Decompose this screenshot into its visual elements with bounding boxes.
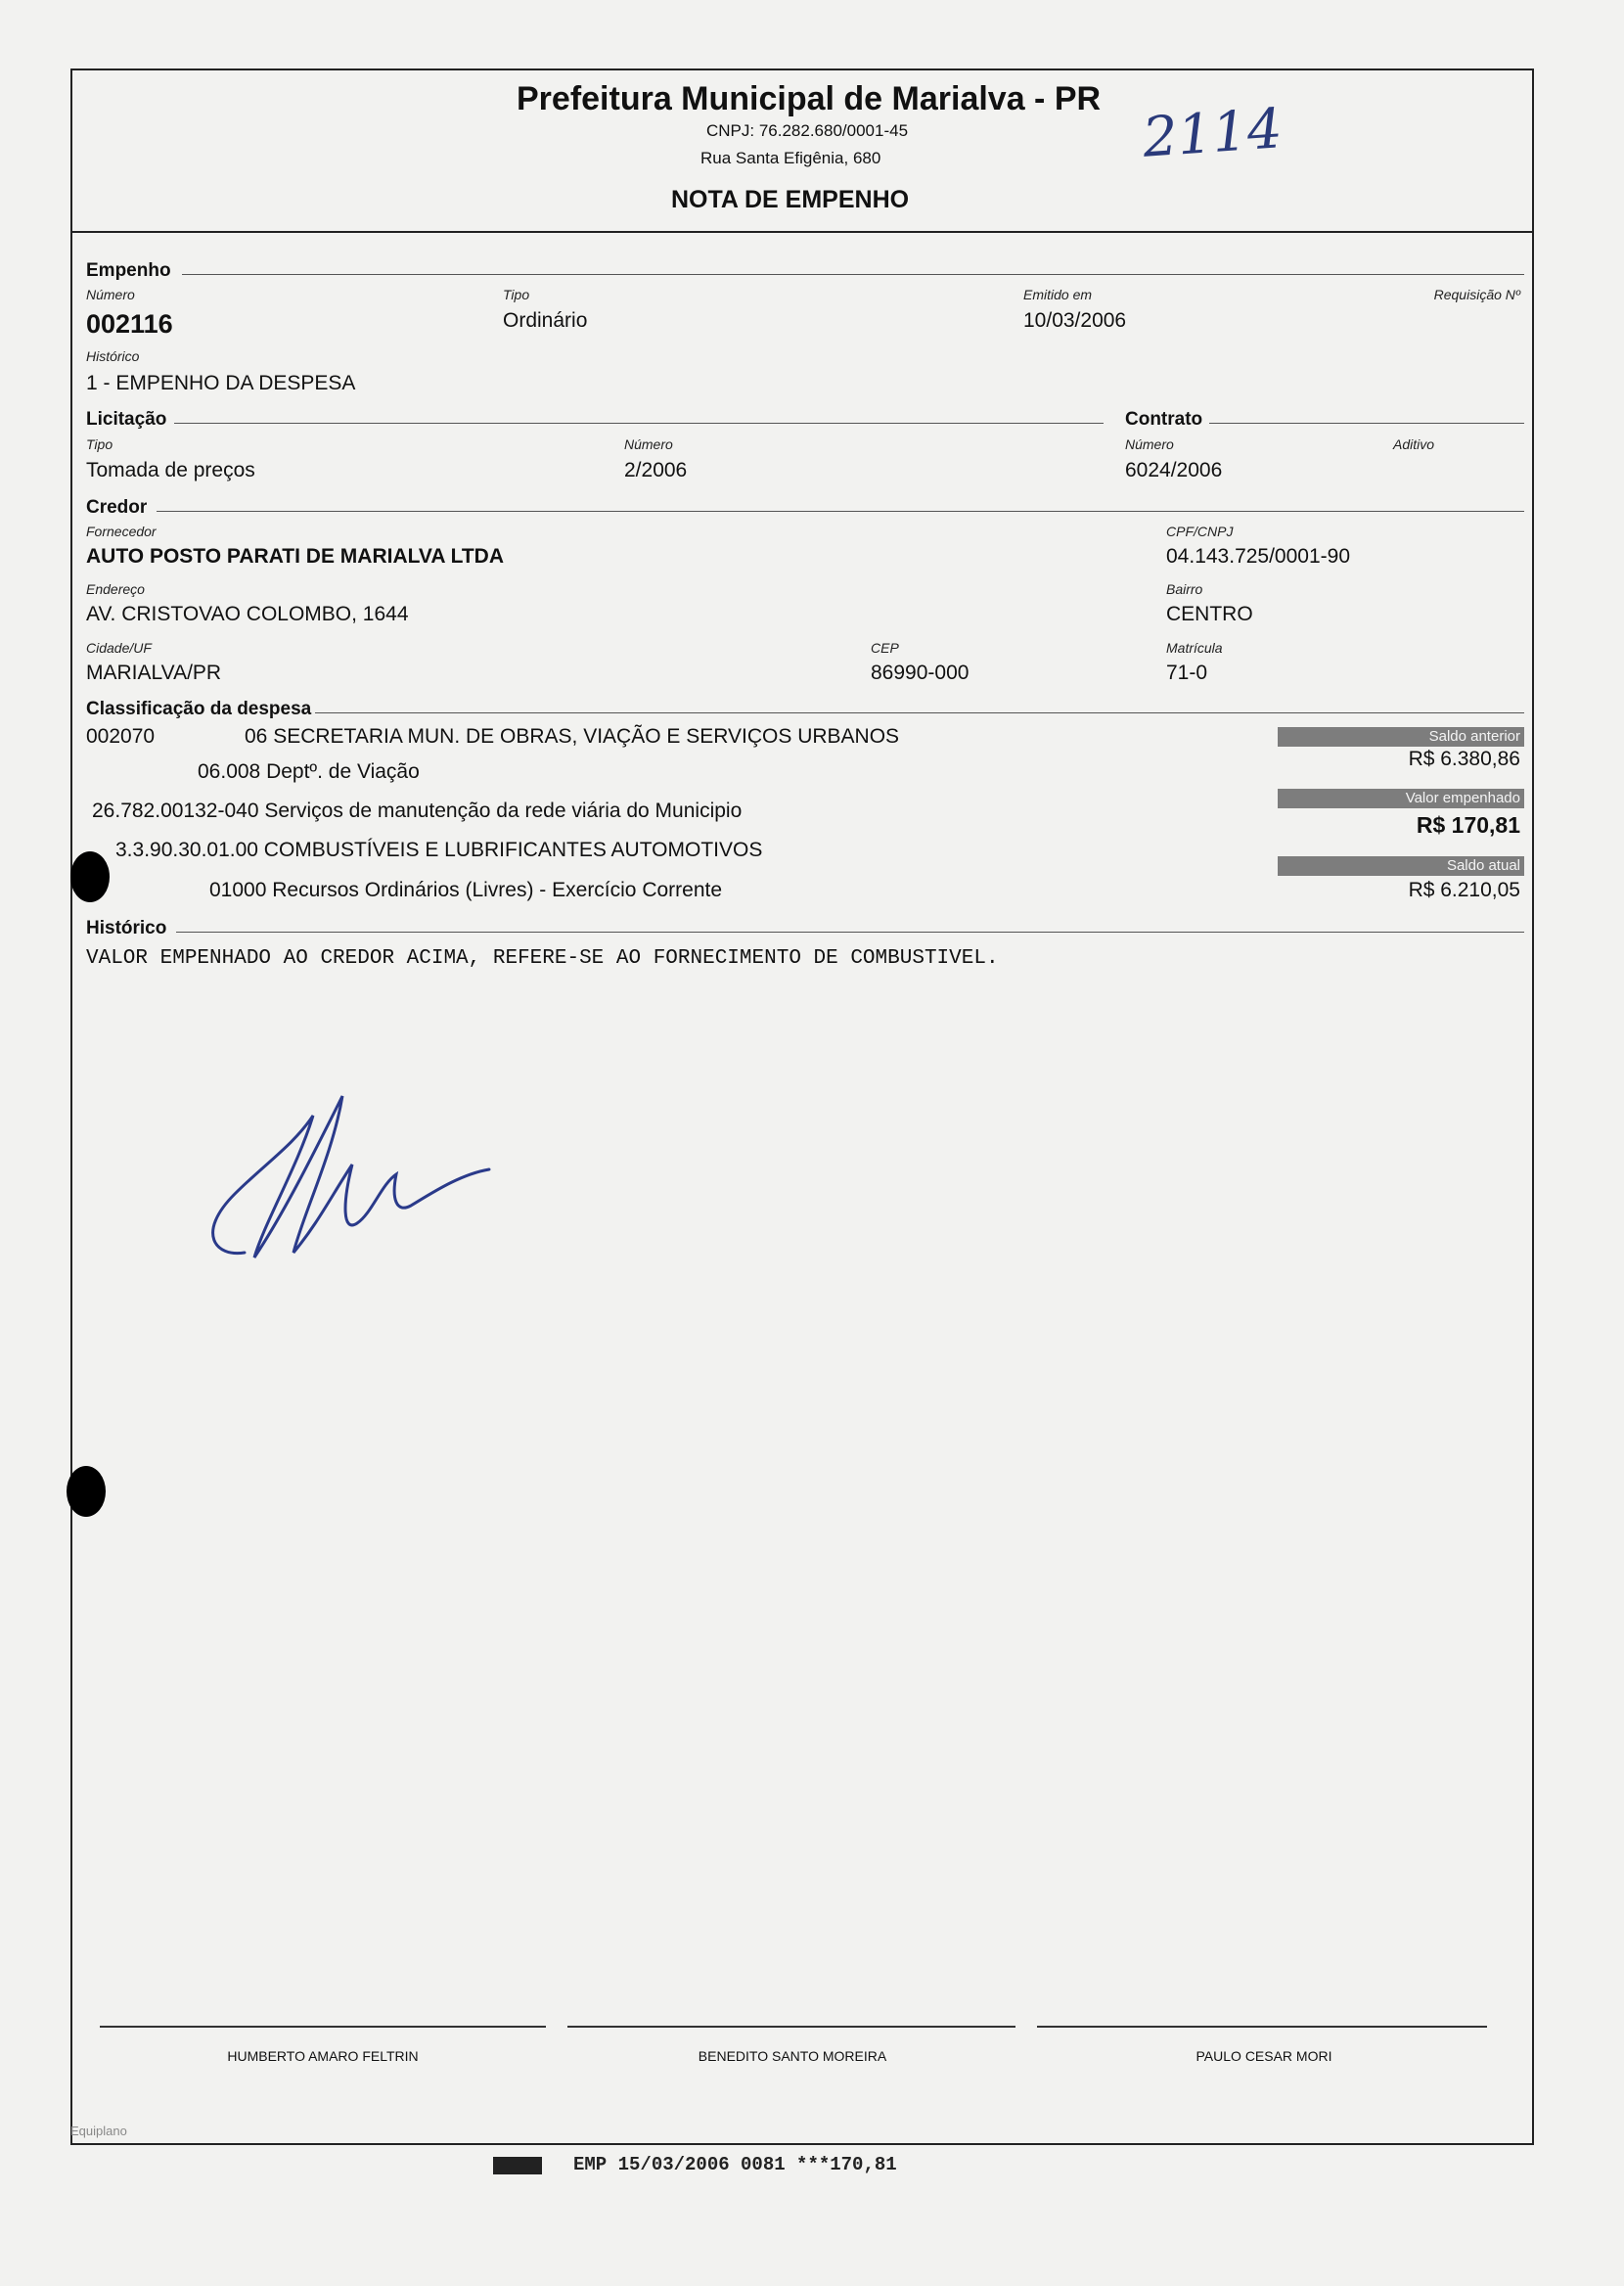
signature-line-1 xyxy=(100,2026,546,2028)
org-address: Rua Santa Efigênia, 680 xyxy=(700,149,881,167)
licitacao-section-title: Licitação xyxy=(86,409,167,430)
cep-value: 86990-000 xyxy=(871,662,970,684)
emitido-label: Emitido em xyxy=(1023,287,1093,302)
header-separator xyxy=(70,231,1534,233)
empenho-tipo-label: Tipo xyxy=(503,287,530,302)
contrato-rule xyxy=(1209,423,1524,424)
classificacao-section-title: Classificação da despesa xyxy=(86,699,312,719)
cidade-value: MARIALVA/PR xyxy=(86,662,222,684)
signature-name-3: PAULO CESAR MORI xyxy=(1195,2048,1332,2064)
fornecedor-name: AUTO POSTO PARATI DE MARIALVA LTDA xyxy=(86,545,504,568)
endereco-label: Endereço xyxy=(86,581,145,597)
signature-name-2: BENEDITO SANTO MOREIRA xyxy=(698,2048,887,2064)
empenho-numero-label: Número xyxy=(86,287,135,302)
historico-section-title: Histórico xyxy=(86,918,167,938)
classificacao-code: 002070 xyxy=(86,725,156,748)
credor-rule xyxy=(157,511,1524,512)
classificacao-elemento: 3.3.90.30.01.00 COMBUSTÍVEIS E LUBRIFICANTES AUTOMOTIVOS xyxy=(115,839,763,861)
empenho-tipo: Ordinário xyxy=(503,309,588,332)
classificacao-recurso: 01000 Recursos Ordinários (Livres) - Exercício Corrente xyxy=(209,879,723,901)
requisicao-label: Requisição Nº xyxy=(1433,287,1520,302)
signature-name-1: HUMBERTO AMARO FELTRIN xyxy=(227,2048,419,2064)
historico-rule xyxy=(176,932,1524,933)
cidade-label: Cidade/UF xyxy=(86,640,152,656)
saldo-atual-value: R$ 6.210,05 xyxy=(1408,879,1520,901)
credor-section-title: Credor xyxy=(86,497,148,518)
signature-line-2 xyxy=(567,2026,1015,2028)
licitacao-tipo-label: Tipo xyxy=(86,436,113,452)
fornecedor-label: Fornecedor xyxy=(86,524,157,539)
footer-stamp: EMP 15/03/2006 0081 ***170,81 xyxy=(573,2154,897,2175)
empenho-rule xyxy=(182,274,1524,275)
stamp-mark-icon xyxy=(493,2157,542,2174)
doc-title: NOTA DE EMPENHO xyxy=(671,186,910,213)
endereco-value: AV. CRISTOVAO COLOMBO, 1644 xyxy=(86,603,409,625)
bairro-label: Bairro xyxy=(1166,581,1203,597)
saldo-anterior-value: R$ 6.380,86 xyxy=(1408,748,1520,770)
matricula-value: 71-0 xyxy=(1166,662,1208,684)
historico-text: VALOR EMPENHADO AO CREDOR ACIMA, REFERE-SE AO FORNECIMENTO DE COMBUSTIVEL. xyxy=(86,947,999,970)
empenho-section-title: Empenho xyxy=(86,260,171,281)
classificacao-departamento: 06.008 Deptº. de Viação xyxy=(198,760,420,783)
handwritten-number: 2114 xyxy=(1140,97,1285,170)
cpf-label: CPF/CNPJ xyxy=(1166,524,1234,539)
punch-hole-bottom-icon xyxy=(67,1466,106,1517)
licitacao-tipo: Tomada de preços xyxy=(86,459,255,481)
classificacao-programa: 26.782.00132-040 Serviços de manutenção da rede viária do Municipio xyxy=(92,800,743,822)
handwritten-signature xyxy=(196,1076,509,1272)
valor-empenhado-label: Valor empenhado xyxy=(1278,789,1524,808)
bairro-value: CENTRO xyxy=(1166,603,1253,625)
contrato-numero: 6024/2006 xyxy=(1125,459,1223,481)
licitacao-numero: 2/2006 xyxy=(624,459,688,481)
saldo-anterior-label: Saldo anterior xyxy=(1278,727,1524,747)
org-title: Prefeitura Municipal de Marialva - PR xyxy=(517,80,1102,117)
classificacao-rule xyxy=(315,712,1524,713)
emitido-date: 10/03/2006 xyxy=(1023,309,1127,332)
valor-empenhado-value: R$ 170,81 xyxy=(1416,812,1520,838)
saldo-atual-label: Saldo atual xyxy=(1278,856,1524,876)
empenho-historico: 1 - EMPENHO DA DESPESA xyxy=(86,372,356,394)
cpf-value: 04.143.725/0001-90 xyxy=(1166,545,1351,568)
empenho-historico-label: Histórico xyxy=(86,348,140,364)
empenho-numero: 002116 xyxy=(86,309,173,339)
cep-label: CEP xyxy=(871,640,899,656)
contrato-numero-label: Número xyxy=(1125,436,1174,452)
contrato-section-title: Contrato xyxy=(1125,409,1203,430)
matricula-label: Matrícula xyxy=(1166,640,1223,656)
footer-brand: Equiplano xyxy=(70,2124,127,2138)
aditivo-label: Aditivo xyxy=(1393,436,1435,452)
licitacao-rule xyxy=(174,423,1104,424)
signature-line-3 xyxy=(1037,2026,1487,2028)
licitacao-numero-label: Número xyxy=(624,436,673,452)
punch-hole-top-icon xyxy=(70,851,110,902)
classificacao-secretaria: 06 SECRETARIA MUN. DE OBRAS, VIAÇÃO E SERVIÇOS URBANOS xyxy=(245,725,900,748)
org-cnpj: CNPJ: 76.282.680/0001-45 xyxy=(706,121,909,140)
